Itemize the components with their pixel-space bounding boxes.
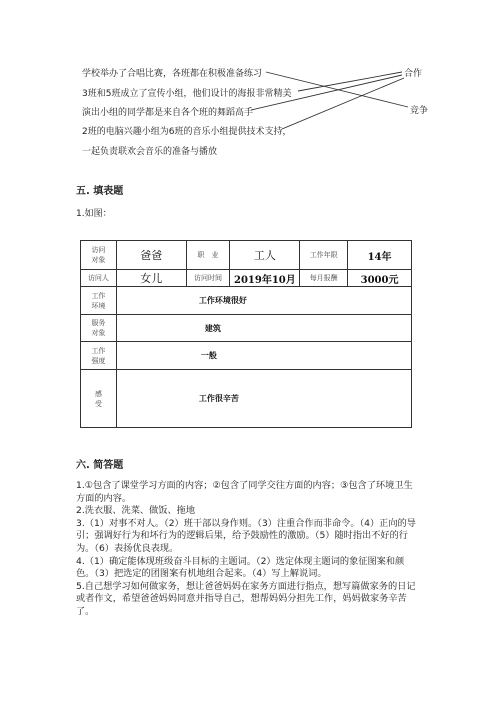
visitor-value: 女儿 [116,270,186,287]
match-left-3: 演出小组的同学都是来自各个班的舞蹈高手 [82,108,254,118]
answers-block [76,480,416,619]
years-label: 工作年限 [300,241,348,270]
job-value: 工人 [230,241,300,270]
env-label: 工作 环境 [81,287,117,315]
match-line-3 [251,75,402,110]
env-value: 工作环境很好 [116,287,411,315]
time-value: 2019年10月 [230,270,300,287]
visitee-label: 访问 对象 [81,241,117,270]
job-label: 职 业 [186,241,230,270]
visitor-label: 访问人 [81,270,117,287]
service-value: 建筑 [116,315,411,342]
match-left-5: 一起负责联欢会音乐的准备与播放 [82,147,218,157]
answer-2: 2.洗衣服、洗菜、做饭、拖地 [76,505,196,517]
match-left-4: 2班的电脑兴趣小组为6班的音乐小组提供技术支持， [82,127,292,137]
intensity-label: 工作 强度 [81,342,117,370]
match-line-4 [282,78,404,129]
match-left-2: 3班和5班成立了宣传小组，他们设计的海报非常精美 [82,89,292,99]
answer-4: 4.（1）确定能体现班级奋斗目标的主题词。（2）选定体现主题词的象征图案和颜色。（3）把选定的团图案有机地组合起来。（4）写上解说词。 [76,555,405,580]
answer-1: 1.①包含了课堂学习方面的内容；②包含了同学交往方面的内容；③包含了环境卫生方面的内容。 [76,480,413,504]
time-label: 访问时间 [186,270,230,287]
section5-prompt: 1.如图： [76,209,112,219]
match-left-1: 学校举办了合唱比赛，各班都在积极准备练习 [82,69,263,79]
visitee-value: 爸爸 [116,241,186,270]
match-line-2 [298,72,402,91]
section6-title: 六. 简答题 [76,460,124,471]
service-label: 服务 对象 [81,315,117,342]
interview-table [80,240,412,428]
section5-title: 五. 填表题 [76,186,124,197]
intensity-value: 一般 [116,342,411,370]
feeling-value: 工作很辛苦 [116,370,411,428]
answer-5: 5.自己想学习如何做家务，想让爸爸妈妈在家务方面进行指点，想写篇做家务的日记或者作文，希望爸爸妈妈同意并指导自己，想帮妈妈分担先工作，妈妈做家务辛苦了。 [76,580,416,617]
answer-3: 3.（1）对事不对人。（2）班干部以身作则。（3）注重合作而非命令。（4）正向的导引；强调好行为和坏行为的逻辑后果，给予鼓励性的激励。（5）随时指出不好的行为。（6）表扬优良表现。 [76,517,416,554]
salary-label: 每月报酬 [300,270,348,287]
years-value: 14年 [348,241,412,270]
feeling-label: 感 受 [81,370,117,428]
match-right-cooperation: 合作 [404,69,423,79]
match-right-competition: 竞争 [410,106,429,116]
salary-value: 3000元 [348,270,412,287]
